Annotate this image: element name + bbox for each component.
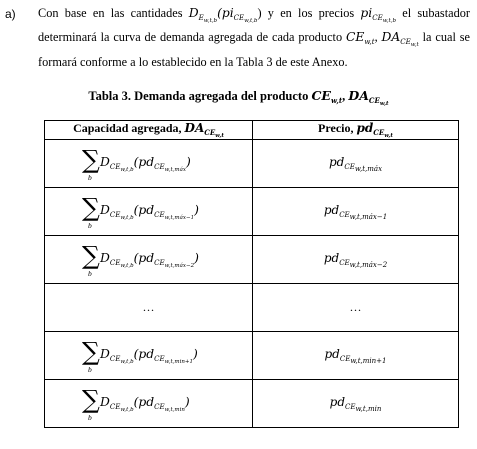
price-cell: $pd_{CE_{w,t,máx}}$ — [253, 140, 459, 188]
price-cell: $pd_{CE_{w,t,máx-2}}$ — [253, 236, 459, 284]
header-price: Precio, $pd_{CE_{w,t}}$ — [253, 121, 459, 140]
table-row — [45, 284, 459, 332]
intro-paragraph: Con base en las cantidades $D_{E_{w,t,b}}(pi_{CE_{w,t,b}})$ y en los precios $pi_{CE_{w,t,b}}$ el subastador determinará la curva de demanda agregada de cada producto $CE_{w,t}$, $DA_{CE_{w,t}}$ la cual se formará conforme a lo establecido en la Tabla 3 de este Anexo. — [38, 6, 470, 69]
capacity-expression: $D_{CE_{w,t,b}}(pd_{CE_{w,t,máx-2}})$ — [100, 250, 199, 269]
demand-table — [44, 120, 459, 428]
capacity-ellipsis: … — [45, 284, 253, 332]
summation-sign: ∑ b — [82, 192, 100, 230]
table-caption: Tabla 3. Demanda agregada del producto $CE_{w,t}$, $DA_{CE_{w,t}}$ — [88, 88, 389, 107]
capacity-expression: $D_{CE_{w,t,b}}(pd_{CE_{w,t,min}})$ — [100, 394, 190, 413]
table-header-row — [45, 121, 459, 140]
capacity-cell — [45, 140, 253, 188]
price-cell: $pd_{CE_{w,t,máx-1}}$ — [253, 188, 459, 236]
capacity-expression: $D_{CE_{w,t,b}}(pd_{CE_{w,t,máx-1}})$ — [100, 202, 199, 221]
capacity-cell — [45, 236, 253, 284]
capacity-cell — [45, 332, 253, 380]
table-row — [45, 380, 459, 428]
price-cell: $pd_{CE_{w,t,min}}$ — [253, 380, 459, 428]
summation-sign: ∑ b — [82, 144, 100, 182]
table-row — [45, 188, 459, 236]
table-row — [45, 332, 459, 380]
capacity-cell — [45, 380, 253, 428]
table-row — [45, 140, 459, 188]
capacity-expression: $D_{CE_{w,t,b}}(pd_{CE_{w,t,min+1}})$ — [100, 346, 198, 365]
price-cell: $pd_{CE_{w,t,min+1}}$ — [253, 332, 459, 380]
summation-sign: ∑ b — [82, 240, 100, 278]
summation-sign: ∑ b — [82, 336, 100, 374]
paragraph-marker: a) — [5, 7, 16, 21]
capacity-cell — [45, 188, 253, 236]
price-symbol: $pi_{CE_{w,t,b}}$ — [360, 6, 396, 24]
capacity-expression: $D_{CE_{w,t,b}}(pd_{CE_{w,t,máx}})$ — [100, 154, 191, 173]
price-ellipsis: … — [253, 284, 459, 332]
aggregate-symbol: $DA_{CE_{w,t}}$ — [381, 30, 419, 49]
product-symbol: $CE_{w,t}$ — [345, 30, 375, 47]
table-row — [45, 236, 459, 284]
header-capacity: Capacidad agregada, $DA_{CE_{w,t}}$ — [45, 121, 253, 140]
quantity-symbol: $D_{E_{w,t,b}}(pi_{CE_{w,t,b}}$ — [188, 6, 258, 24]
summation-sign: ∑ b — [82, 384, 100, 422]
